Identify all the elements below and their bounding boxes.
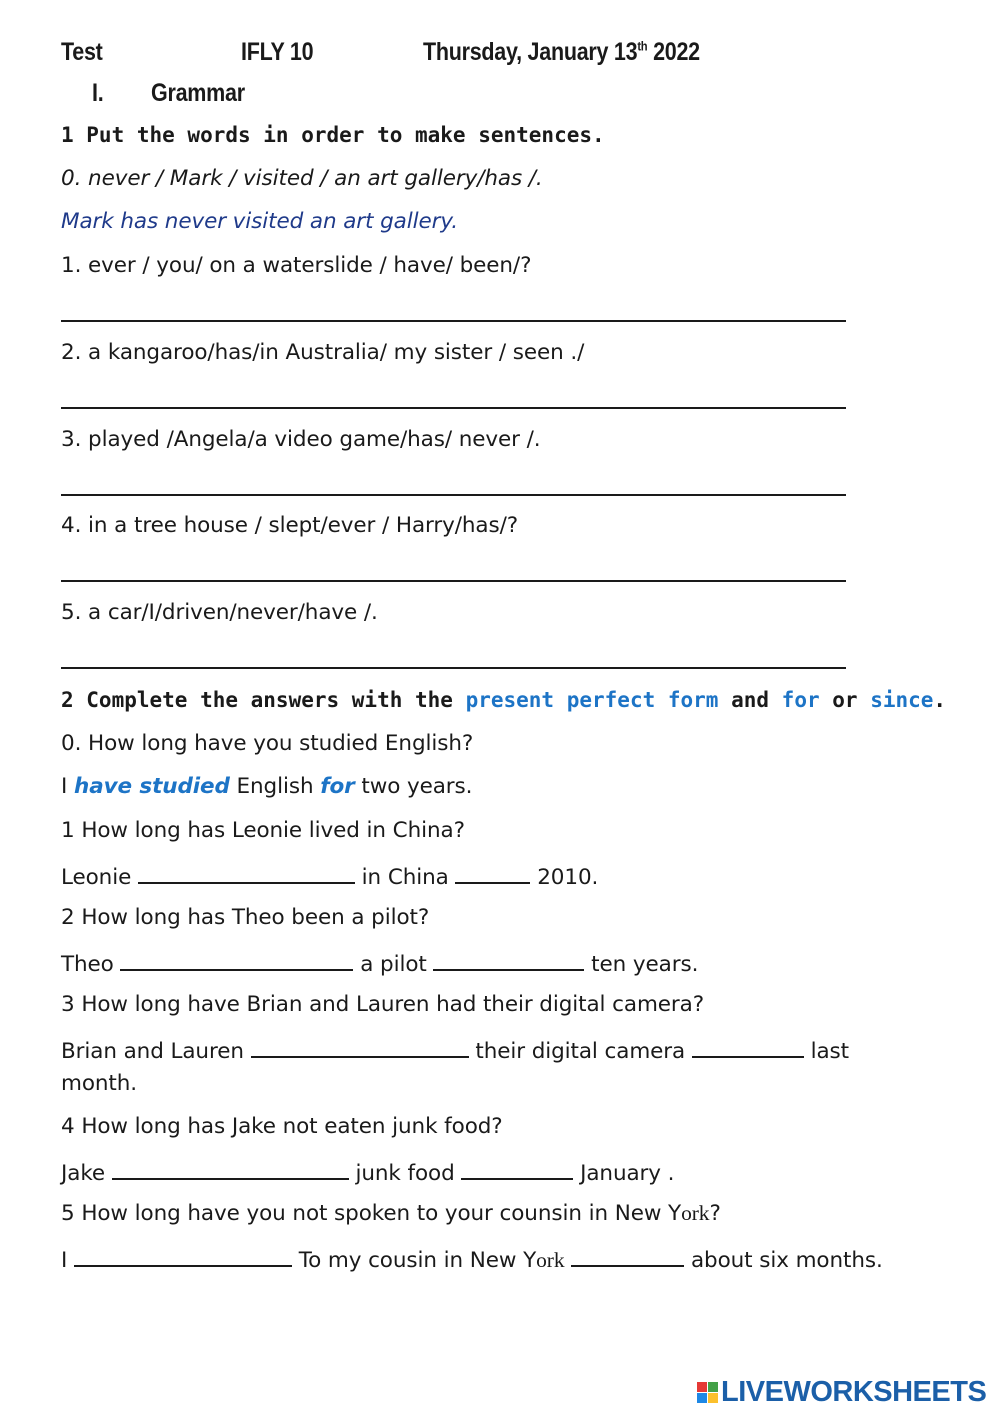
question-5-text-2: ork xyxy=(681,1201,710,1225)
answer-4-text-3: January . xyxy=(573,1161,675,1186)
answer-4-text-2: junk food xyxy=(348,1161,462,1186)
exercise1-item-2: 2. a kangaroo/has/in Australia/ my sister / seen ./ xyxy=(61,340,585,365)
instruction-highlight-present-perfect: present perfect form xyxy=(465,688,719,712)
answer-3-text-2: their digital camera xyxy=(468,1039,692,1064)
answer-5-text-2: To my cousin in New Y xyxy=(291,1248,537,1273)
example-answer-text-3: two years. xyxy=(354,774,473,799)
answer-2-blank-verb[interactable] xyxy=(120,949,353,971)
logo-icon xyxy=(697,1382,718,1403)
answer-4-text-1: Jake xyxy=(61,1161,112,1186)
example-answer-text-1: I xyxy=(61,774,74,799)
answer-5-blank-verb[interactable] xyxy=(74,1245,292,1267)
exercise1-item-4: 4. in a tree house / slept/ever / Harry/has/? xyxy=(61,513,519,538)
answer-3-blank-verb[interactable] xyxy=(251,1036,469,1058)
exercise2-answer-3 xyxy=(61,1036,849,1064)
logo-text: LIVEWORKSHEETS xyxy=(721,1376,987,1408)
answer-5-text-1: I xyxy=(61,1248,74,1273)
question-5-text-3: ? xyxy=(709,1201,721,1226)
exercise2-question-2: 2 How long has Theo been a pilot? xyxy=(61,905,430,930)
instruction-text-2: and xyxy=(718,688,782,712)
answer-4-blank-verb[interactable] xyxy=(112,1158,349,1180)
section-number: I. xyxy=(92,79,104,107)
answer-1-text-3: 2010. xyxy=(530,865,599,890)
answer-3-text-3: last xyxy=(803,1039,849,1064)
question-5-text-1: 5 How long have you not spoken to your counsin in New Y xyxy=(61,1201,682,1226)
answer-1-blank-preposition[interactable] xyxy=(455,862,530,884)
answer-2-blank-preposition[interactable] xyxy=(433,949,584,971)
logo-square-1 xyxy=(697,1382,707,1392)
answer-5-text-4 xyxy=(565,1248,572,1273)
exercise2-question-1: 1 How long has Leonie lived in China? xyxy=(61,818,465,843)
header-test: Test xyxy=(61,38,103,66)
instruction-text-1: 2 Complete the answers with the xyxy=(61,688,466,712)
example-answer-highlight-verb: have studied xyxy=(73,774,230,799)
answer-3-text-1: Brian and Lauren xyxy=(61,1039,251,1064)
liveworksheets-logo xyxy=(697,1376,986,1409)
answer-4-blank-preposition[interactable] xyxy=(461,1158,573,1180)
logo-square-3 xyxy=(697,1393,707,1403)
answer-5-text-3: ork xyxy=(536,1248,565,1272)
header-date-main: Thursday, January 13 xyxy=(423,38,638,66)
exercise1-item-1: 1. ever / you/ on a waterslide / have/ been/? xyxy=(61,253,532,278)
answer-2-text-2: a pilot xyxy=(353,952,434,977)
logo-square-2 xyxy=(708,1382,718,1392)
answer-1-text-1: Leonie xyxy=(61,865,138,890)
header-date xyxy=(423,38,700,67)
exercise2-answer-1 xyxy=(61,862,598,890)
example-answer-text-2: English xyxy=(229,774,321,799)
exercise2-answer-5 xyxy=(61,1245,883,1273)
exercise1-example-answer: Mark has never visited an art gallery. xyxy=(61,209,459,234)
exercise2-question-4: 4 How long has Jake not eaten junk food? xyxy=(61,1114,503,1139)
example-answer-highlight-for: for xyxy=(320,774,355,799)
answer-line-1[interactable] xyxy=(61,320,846,322)
answer-2-text-3: ten years. xyxy=(584,952,699,977)
answer-1-blank-verb[interactable] xyxy=(138,862,355,884)
answer-5-text-5: about six months. xyxy=(684,1248,883,1273)
answer-line-4[interactable] xyxy=(61,580,846,582)
answer-line-2[interactable] xyxy=(61,407,846,409)
exercise2-example-question: 0. How long have you studied English? xyxy=(61,731,474,756)
header-date-year: 2022 xyxy=(647,38,700,66)
exercise2-question-5 xyxy=(61,1201,721,1226)
answer-3-text-4: month. xyxy=(61,1071,138,1096)
exercise2-answer-4 xyxy=(61,1158,674,1186)
instruction-highlight-since: since xyxy=(870,688,934,712)
answer-5-blank-preposition[interactable] xyxy=(571,1245,684,1267)
exercise1-item-3: 3. played /Angela/a video game/has/ never /. xyxy=(61,427,541,452)
instruction-text-4: . xyxy=(933,688,947,712)
exercise2-instruction xyxy=(61,688,946,712)
exercise1-example-prompt: 0. never / Mark / visited / an art gallery/has /. xyxy=(61,166,543,191)
logo-square-4 xyxy=(708,1393,718,1403)
header-date-sup: th xyxy=(637,38,648,54)
answer-line-5[interactable] xyxy=(61,667,846,669)
answer-1-text-2: in China xyxy=(354,865,456,890)
exercise2-answer-2 xyxy=(61,949,698,977)
exercise2-question-3: 3 How long have Brian and Lauren had their digital camera? xyxy=(61,992,705,1017)
instruction-text-3: or xyxy=(819,688,871,712)
answer-3-blank-preposition[interactable] xyxy=(692,1036,804,1058)
instruction-highlight-for: for xyxy=(781,688,820,712)
answer-line-3[interactable] xyxy=(61,494,846,496)
section-title: Grammar xyxy=(151,79,245,107)
answer-2-text-1: Theo xyxy=(61,952,121,977)
exercise2-example-answer xyxy=(61,774,472,799)
exercise1-instruction: 1 Put the words in order to make sentences. xyxy=(61,123,605,147)
header-class: IFLY 10 xyxy=(241,38,314,66)
exercise1-item-5: 5. a car/I/driven/never/have /. xyxy=(61,600,378,625)
